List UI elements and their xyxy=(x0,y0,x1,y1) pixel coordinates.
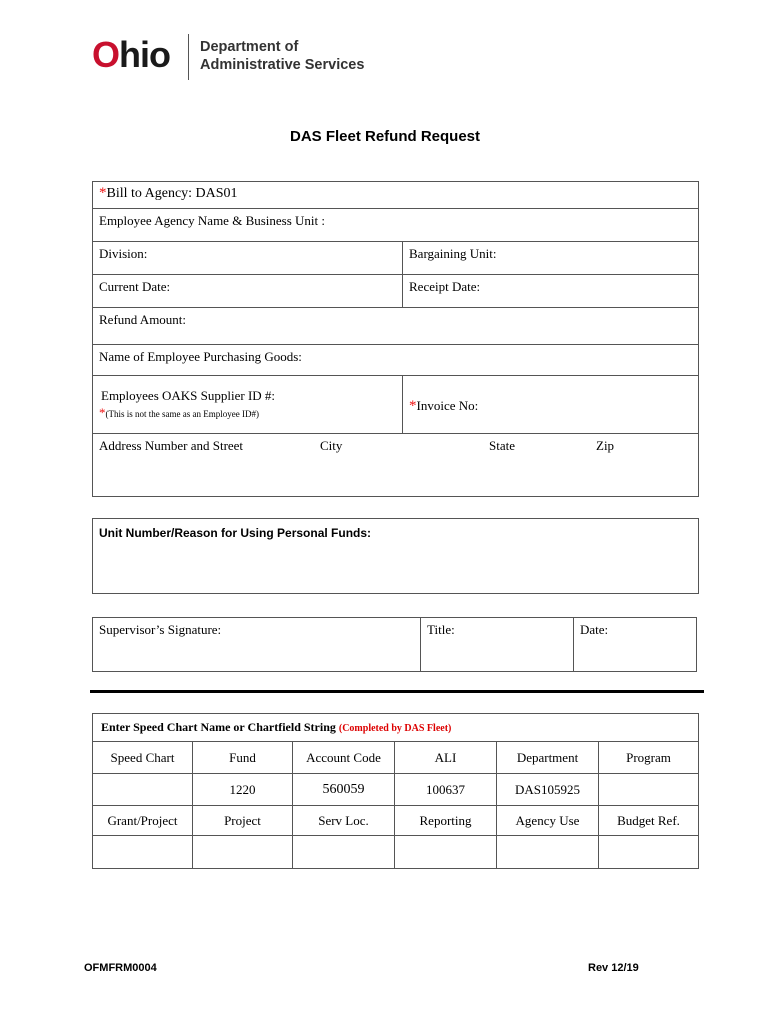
header-grant-project: Grant/Project xyxy=(93,806,193,836)
bill-to-agency-field[interactable] xyxy=(93,182,699,209)
bargaining-unit-label: Bargaining Unit: xyxy=(409,246,497,261)
receipt-date-label: Receipt Date: xyxy=(409,279,481,294)
refund-form-table xyxy=(92,181,699,497)
city-label: City xyxy=(320,438,343,453)
header-reporting: Reporting xyxy=(395,806,497,836)
division-field[interactable] xyxy=(93,242,403,275)
header-project: Project xyxy=(193,806,293,836)
required-mark: * xyxy=(99,185,107,201)
header-department: Department xyxy=(497,742,599,774)
address-field[interactable] xyxy=(93,434,699,497)
logo-divider xyxy=(188,34,189,80)
header-program: Program xyxy=(599,742,699,774)
account-code-value[interactable]: 560059 xyxy=(293,774,395,806)
oaks-note: (This is not the same as an Employee ID#) xyxy=(105,409,259,419)
department-name xyxy=(200,38,364,74)
unit-reason-field[interactable] xyxy=(93,519,699,594)
invoice-no-label: Invoice No: xyxy=(416,398,479,413)
state-label: State xyxy=(489,438,515,453)
employee-agency-label: Employee Agency Name & Business Unit : xyxy=(99,213,326,228)
header-account-code: Account Code xyxy=(293,742,395,774)
form-id: OFMFRM0004 xyxy=(84,962,157,974)
budget-ref-value[interactable] xyxy=(599,836,699,869)
invoice-no-field[interactable] xyxy=(403,376,699,434)
department-line-2: Administrative Services xyxy=(200,57,365,73)
program-value[interactable] xyxy=(599,774,699,806)
speed-chart-heading: Enter Speed Chart Name or Chartfield String xyxy=(101,720,336,734)
date-field[interactable] xyxy=(574,618,697,672)
unit-reason-label: Unit Number/Reason for Using Personal Funds: xyxy=(99,526,372,540)
ali-value[interactable]: 100637 xyxy=(395,774,497,806)
oaks-supplier-id-field[interactable] xyxy=(93,376,403,434)
speed-chart-heading-row xyxy=(93,714,699,742)
unit-reason-table xyxy=(92,518,699,594)
fund-value[interactable]: 1220 xyxy=(193,774,293,806)
refund-amount-label: Refund Amount: xyxy=(99,312,187,327)
required-mark: * xyxy=(99,405,106,420)
current-date-label: Current Date: xyxy=(99,279,171,294)
signature-table xyxy=(92,617,697,672)
zip-label: Zip xyxy=(596,438,615,453)
page-title: DAS Fleet Refund Request xyxy=(289,128,481,145)
project-value[interactable] xyxy=(193,836,293,869)
required-mark: * xyxy=(409,398,417,414)
agency-use-value[interactable] xyxy=(497,836,599,869)
refund-amount-field[interactable] xyxy=(93,308,699,345)
date-label: Date: xyxy=(580,622,609,637)
ohio-logo-text: Ohio xyxy=(92,34,170,75)
header-agency-use: Agency Use xyxy=(497,806,599,836)
bargaining-unit-field[interactable] xyxy=(403,242,699,275)
oaks-supplier-id-label: Employees OAKS Supplier ID #: xyxy=(101,388,276,403)
title-label: Title: xyxy=(427,622,455,637)
supervisor-signature-label: Supervisor’s Signature: xyxy=(99,622,222,637)
speed-chart-value[interactable] xyxy=(93,774,193,806)
header-serv-loc: Serv Loc. xyxy=(293,806,395,836)
employee-name-field[interactable] xyxy=(93,345,699,376)
bill-to-agency-label: Bill to Agency: DAS01 xyxy=(106,186,238,201)
grant-project-value[interactable] xyxy=(93,836,193,869)
current-date-field[interactable] xyxy=(93,275,403,308)
address-label: Address Number and Street xyxy=(99,438,244,453)
header-fund: Fund xyxy=(193,742,293,774)
header-budget-ref: Budget Ref. xyxy=(599,806,699,836)
header-speed-chart: Speed Chart xyxy=(93,742,193,774)
section-divider xyxy=(90,690,704,693)
header-ali: ALI xyxy=(395,742,497,774)
reporting-value[interactable] xyxy=(395,836,497,869)
serv-loc-value[interactable] xyxy=(293,836,395,869)
revision: Rev 12/19 xyxy=(588,962,639,974)
speed-chart-note: (Completed by DAS Fleet) xyxy=(338,723,452,734)
employee-name-label: Name of Employee Purchasing Goods: xyxy=(99,349,302,364)
title-field[interactable] xyxy=(421,618,574,672)
department-line-1: Department of xyxy=(200,39,299,55)
employee-agency-field[interactable] xyxy=(93,209,699,242)
supervisor-signature-field[interactable] xyxy=(93,618,421,672)
speed-chart-table xyxy=(92,713,699,869)
receipt-date-field[interactable] xyxy=(403,275,699,308)
department-value[interactable]: DAS105925 xyxy=(497,774,599,806)
division-label: Division: xyxy=(99,246,148,261)
